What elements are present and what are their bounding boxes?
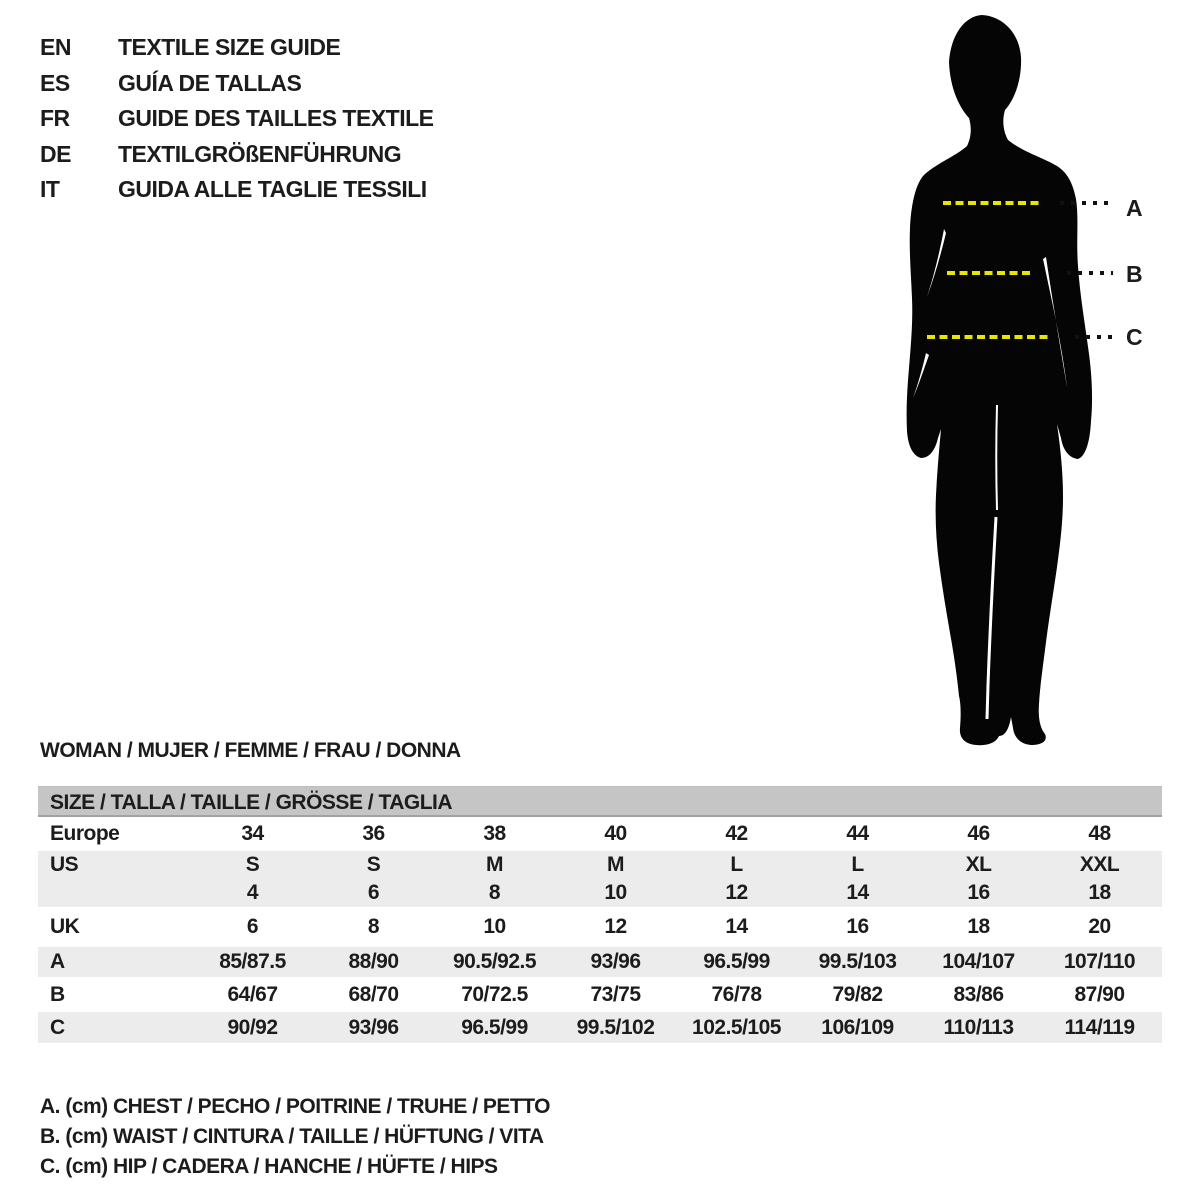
table-cell: 70/72.5 xyxy=(461,982,528,1006)
size-table-rows xyxy=(38,817,1162,1043)
table-cell: 102.5/105 xyxy=(692,1015,781,1039)
language-guide-title: TEXTILGRÖßENFÜHRUNG xyxy=(118,140,402,167)
table-cell: 42 xyxy=(725,822,748,845)
row-label: A xyxy=(50,950,65,973)
table-cell: 107/110 xyxy=(1063,950,1136,973)
table-cell: 38 xyxy=(483,822,506,845)
table-cell: 76/78 xyxy=(711,982,762,1006)
language-title-list xyxy=(40,30,434,208)
table-cell: 16 xyxy=(967,881,990,904)
table-row xyxy=(38,1012,1162,1043)
language-guide-title: GUIDA ALLE TAGLIE TESSILI xyxy=(118,176,427,203)
table-row xyxy=(38,851,1162,879)
language-row xyxy=(40,101,434,137)
woman-silhouette xyxy=(907,15,1092,745)
table-cell: 87/90 xyxy=(1074,982,1125,1006)
row-label: B xyxy=(50,982,65,1006)
table-cell: 106/109 xyxy=(821,1015,894,1039)
table-cell: 14 xyxy=(725,915,748,938)
table-cell: S xyxy=(366,853,381,876)
language-code: EN xyxy=(40,34,71,61)
language-guide-title: GUÍA DE TALLAS xyxy=(118,69,302,96)
leg-gap-upper xyxy=(996,405,997,510)
language-row xyxy=(40,172,434,208)
table-cell: L xyxy=(730,853,743,876)
table-cell: 6 xyxy=(367,881,380,904)
table-cell: XXL xyxy=(1079,853,1120,876)
table-cell: 88/90 xyxy=(348,950,399,973)
size-figure xyxy=(855,5,1155,750)
measure-label-b: B xyxy=(1126,261,1143,287)
table-cell: 48 xyxy=(1088,822,1111,845)
table-cell: 99.5/103 xyxy=(818,950,897,973)
table-cell: XL xyxy=(965,853,992,876)
measure-legend xyxy=(40,1092,550,1182)
table-cell: 14 xyxy=(846,881,869,904)
language-code: DE xyxy=(40,140,71,167)
table-cell: 6 xyxy=(246,915,259,938)
language-row xyxy=(40,30,434,66)
row-label: C xyxy=(50,1015,65,1039)
table-cell: 114/119 xyxy=(1064,1015,1135,1039)
table-cell: 10 xyxy=(604,881,627,904)
table-cell: 104/107 xyxy=(942,950,1015,973)
table-cell: 90/92 xyxy=(227,1015,278,1039)
table-cell: 46 xyxy=(967,822,990,845)
size-table-header: SIZE / TALLA / TAILLE / GRÖSSE / TAGLIA xyxy=(38,786,1162,817)
table-cell: 10 xyxy=(483,915,506,938)
table-cell: 110/113 xyxy=(943,1015,1014,1039)
table-cell: 96.5/99 xyxy=(461,1015,528,1039)
legend-line: A. (cm) CHEST / PECHO / POITRINE / TRUHE / PETTO xyxy=(40,1095,551,1118)
woman-silhouette-graphic xyxy=(855,5,1155,750)
table-cell: 36 xyxy=(362,822,385,845)
language-row xyxy=(40,137,434,173)
gender-heading: WOMAN / MUJER / FEMME / FRAU / DONNA xyxy=(40,739,461,762)
table-cell: 20 xyxy=(1088,915,1111,938)
row-label: US xyxy=(50,853,79,876)
table-cell: 64/67 xyxy=(227,982,278,1006)
table-cell: 85/87.5 xyxy=(219,950,286,973)
table-cell: 8 xyxy=(367,915,380,938)
table-cell: 18 xyxy=(967,915,990,938)
table-cell: 4 xyxy=(246,881,259,904)
language-code: IT xyxy=(40,176,60,203)
table-cell: 79/82 xyxy=(832,982,883,1006)
table-cell: 12 xyxy=(604,915,627,938)
table-row xyxy=(38,977,1162,1012)
table-cell: 96.5/99 xyxy=(703,950,770,973)
table-cell: 12 xyxy=(725,881,748,904)
table-row xyxy=(38,907,1162,947)
table-cell: M xyxy=(486,853,503,876)
table-cell: 73/75 xyxy=(590,982,641,1006)
table-cell: 68/70 xyxy=(348,982,399,1006)
table-cell: 99.5/102 xyxy=(576,1015,655,1039)
table-cell: M xyxy=(607,853,624,876)
table-row xyxy=(38,947,1162,977)
measure-label-c: C xyxy=(1126,324,1143,350)
legend-line: B. (cm) WAIST / CINTURA / TAILLE / HÜFTUNG / VITA xyxy=(40,1125,544,1148)
size-table xyxy=(38,786,1162,1043)
language-guide-title: TEXTILE SIZE GUIDE xyxy=(118,34,341,61)
table-cell: 83/86 xyxy=(953,982,1004,1006)
language-code: FR xyxy=(40,105,70,132)
language-code: ES xyxy=(40,69,70,96)
language-row xyxy=(40,66,434,102)
table-cell: 40 xyxy=(604,822,627,845)
table-cell: 18 xyxy=(1088,881,1111,904)
table-cell: 16 xyxy=(846,915,869,938)
table-row xyxy=(38,817,1162,851)
table-cell: 44 xyxy=(846,822,869,845)
legend-line: C. (cm) HIP / CADERA / HANCHE / HÜFTE / HIPS xyxy=(40,1155,498,1178)
table-row xyxy=(38,879,1162,907)
row-label: Europe xyxy=(50,822,120,845)
table-cell: 93/96 xyxy=(348,1015,399,1039)
row-label: UK xyxy=(50,915,80,938)
table-cell: 34 xyxy=(241,822,264,845)
table-cell: 90.5/92.5 xyxy=(452,950,537,973)
table-cell: 93/96 xyxy=(590,950,641,973)
table-cell: S xyxy=(245,853,260,876)
table-cell: L xyxy=(851,853,864,876)
measure-label-a: A xyxy=(1126,195,1143,221)
table-cell: 8 xyxy=(488,881,501,904)
language-guide-title: GUIDE DES TAILLES TEXTILE xyxy=(118,105,434,132)
